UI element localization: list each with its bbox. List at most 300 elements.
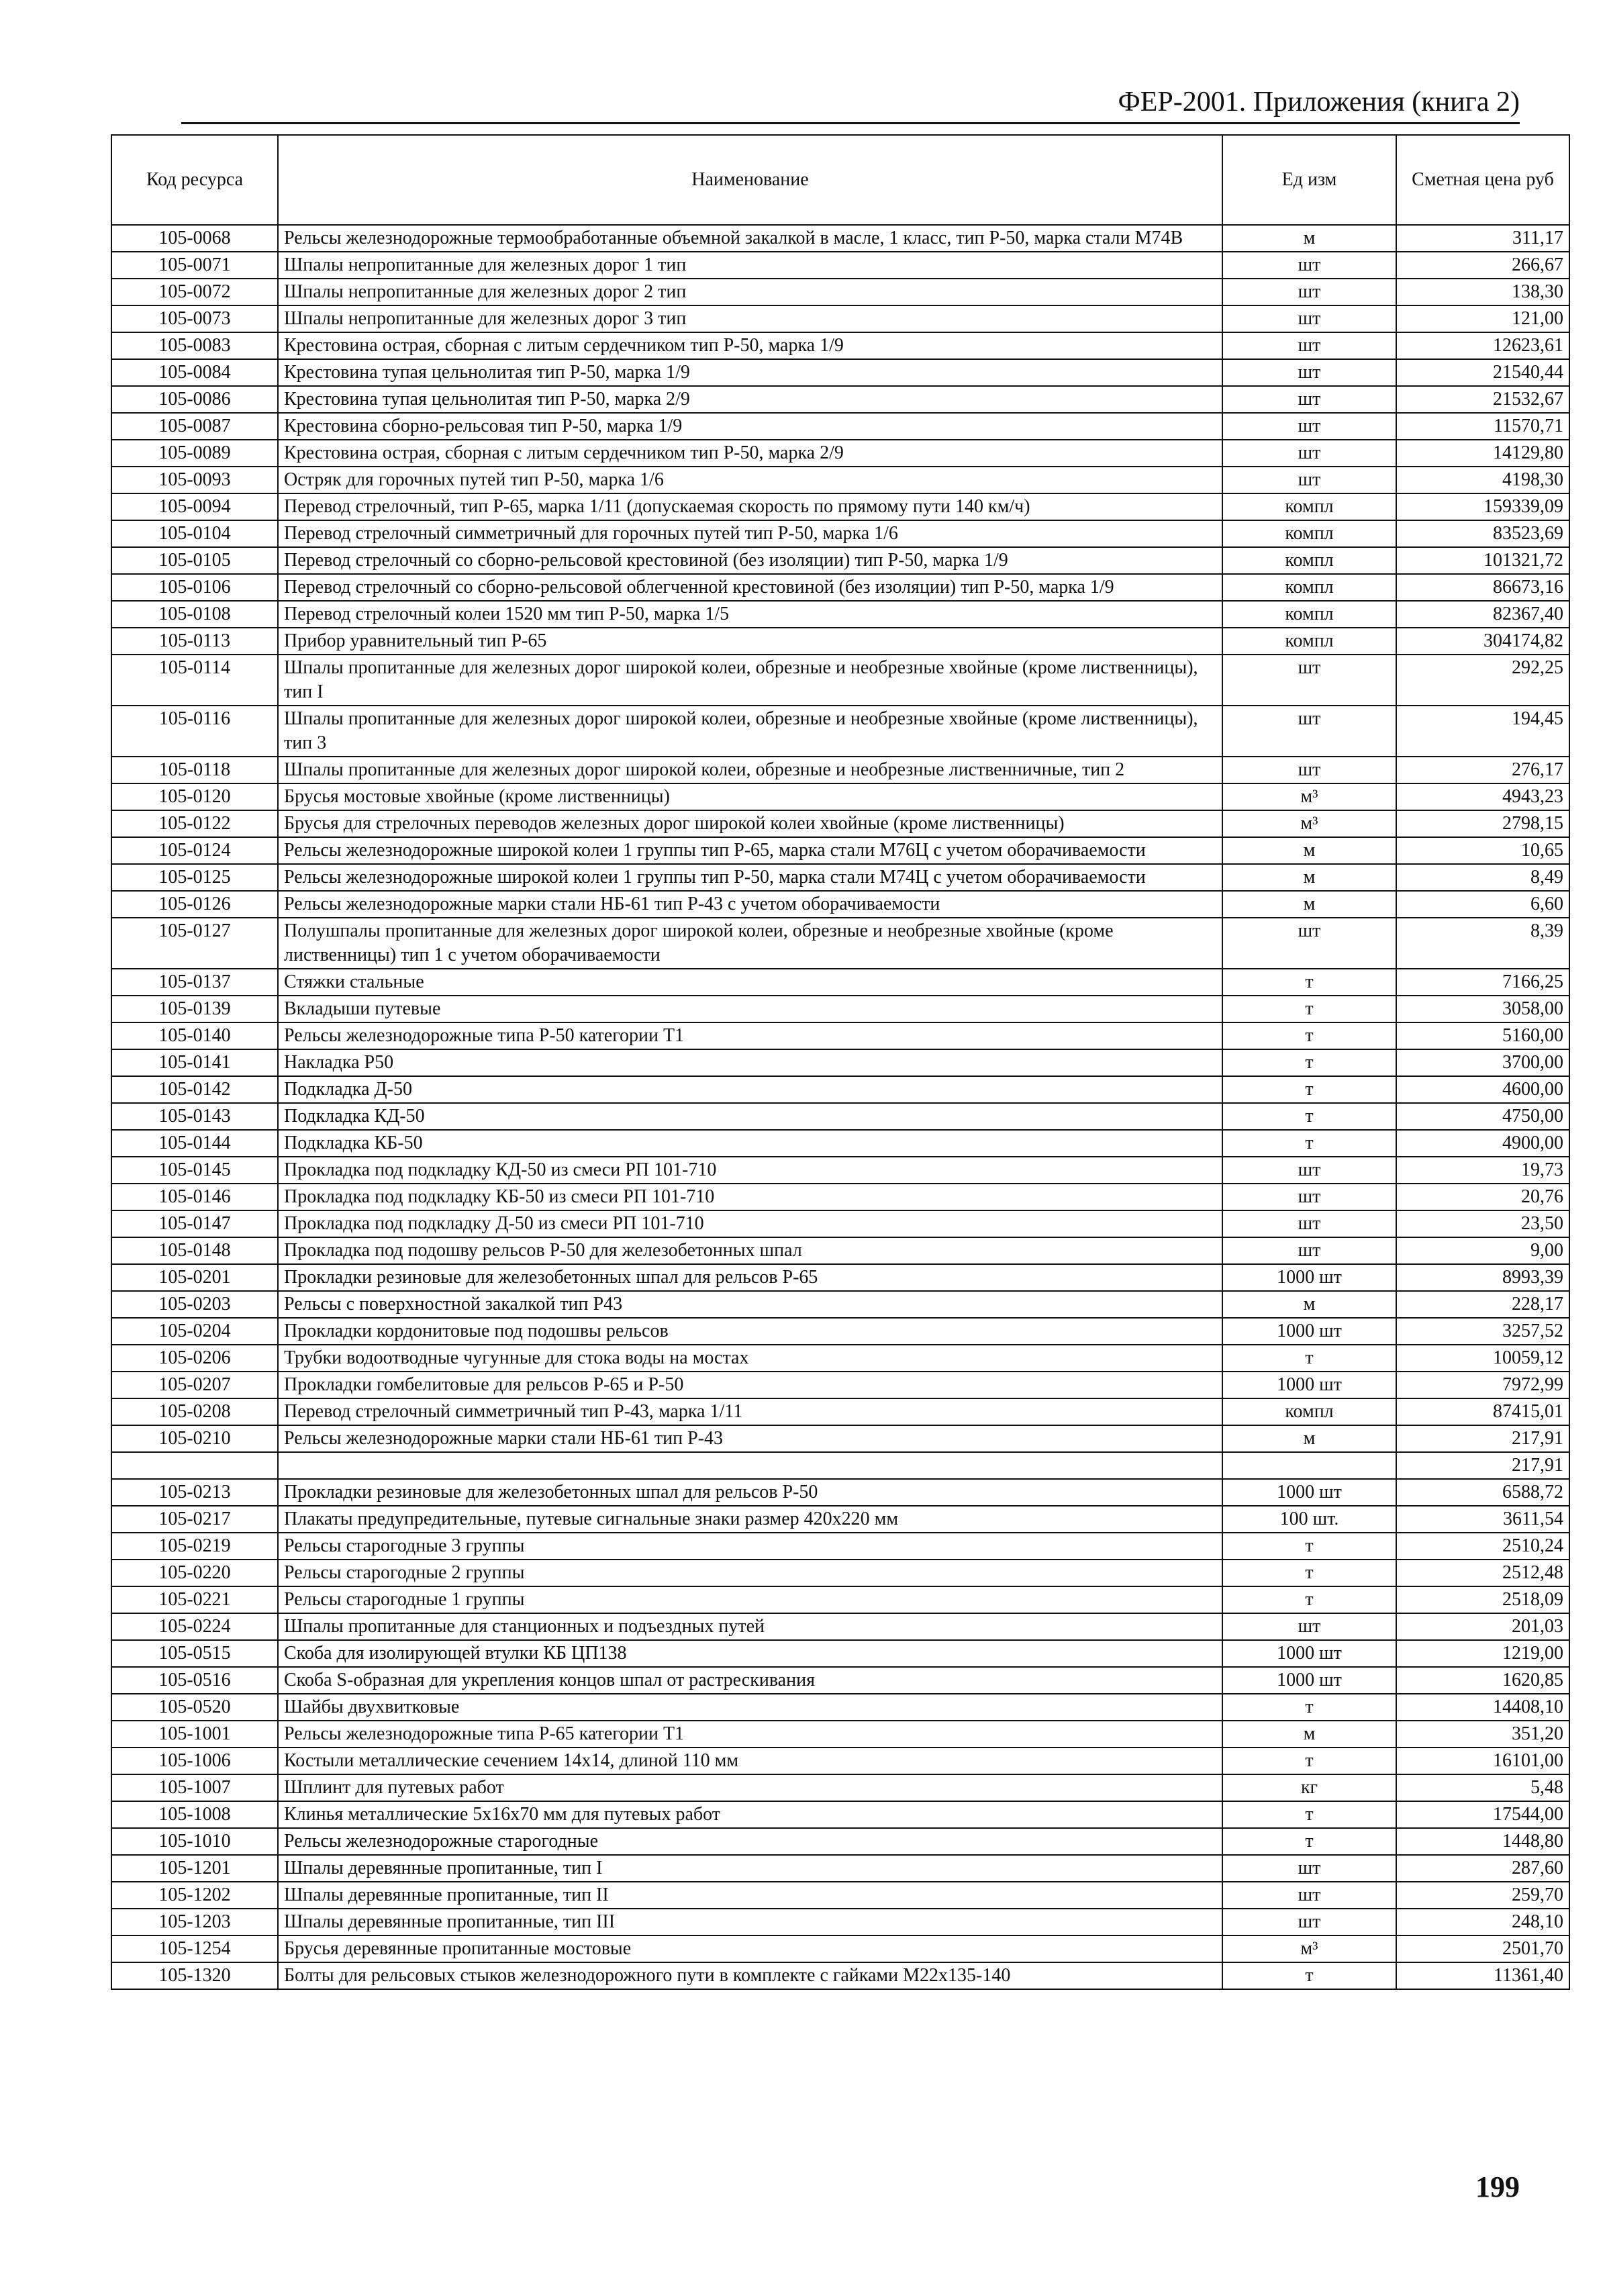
column-header-code: Код ресурса <box>111 135 278 225</box>
table-row <box>111 1962 1569 1989</box>
resource-code-cell: 105-0515 <box>111 1640 278 1667</box>
resource-code-cell: 105-0219 <box>111 1533 278 1560</box>
price-cell: 217,91 <box>1396 1425 1569 1452</box>
resource-code-cell: 105-0516 <box>111 1667 278 1694</box>
table-row <box>111 1560 1569 1586</box>
resource-name-cell: Брусья мостовые хвойные (кроме лиственницы) <box>278 783 1222 810</box>
price-cell: 292,25 <box>1396 655 1569 706</box>
resource-code-cell: 105-0071 <box>111 252 278 279</box>
resource-code-cell: 105-0137 <box>111 969 278 996</box>
resource-name-cell: Шпалы пропитанные для железных дорог широкой колеи, обрезные и необрезные хвойные (кроме лиственницы), тип I <box>278 655 1222 706</box>
resource-name-cell: Крестовина сборно-рельсовая тип Р-50, марка 1/9 <box>278 413 1222 440</box>
price-cell: 3700,00 <box>1396 1049 1569 1076</box>
price-cell: 259,70 <box>1396 1882 1569 1909</box>
resource-name-cell: Прибор уравнительный тип Р-65 <box>278 628 1222 655</box>
table-row <box>111 1452 1569 1479</box>
resource-code-cell: 105-1203 <box>111 1909 278 1935</box>
unit-cell: шт <box>1222 1613 1396 1640</box>
table-row <box>111 440 1569 467</box>
resource-code-cell: 105-1254 <box>111 1935 278 1962</box>
price-cell: 3257,52 <box>1396 1318 1569 1345</box>
table-row <box>111 413 1569 440</box>
resource-code-cell: 105-1001 <box>111 1721 278 1748</box>
resource-name-cell: Трубки водоотводные чугунные для стока воды на мостах <box>278 1345 1222 1372</box>
table-row <box>111 1828 1569 1855</box>
unit-cell: шт <box>1222 655 1396 706</box>
column-header-name: Наименование <box>278 135 1222 225</box>
resource-name-cell: Рельсы железнодорожные типа Р-65 категории Т1 <box>278 1721 1222 1748</box>
table-row <box>111 225 1569 252</box>
table-row <box>111 1210 1569 1237</box>
resource-code-cell: 105-0118 <box>111 757 278 783</box>
resource-name-cell: Рельсы железнодорожные широкой колеи 1 группы тип Р-50, марка стали М74Ц с учетом оборачиваемости <box>278 864 1222 891</box>
unit-cell: 1000 шт <box>1222 1640 1396 1667</box>
table-row <box>111 1855 1569 1882</box>
price-cell: 5160,00 <box>1396 1022 1569 1049</box>
table-row <box>111 1157 1569 1184</box>
resource-name-cell: Подкладка Д-50 <box>278 1076 1222 1103</box>
table-row <box>111 1774 1569 1801</box>
unit-cell: т <box>1222 1130 1396 1157</box>
resource-code-cell: 105-0124 <box>111 837 278 864</box>
resource-name-cell: Прокладки кордонитовые под подошвы рельсов <box>278 1318 1222 1345</box>
resource-name-cell: Брусья деревянные пропитанные мостовые <box>278 1935 1222 1962</box>
resource-name-cell: Скоба S-образная для укрепления концов шпал от растрескивания <box>278 1667 1222 1694</box>
unit-cell: м³ <box>1222 810 1396 837</box>
price-cell: 10,65 <box>1396 837 1569 864</box>
resource-name-cell: Крестовина острая, сборная с литым сердечником тип Р-50, марка 1/9 <box>278 332 1222 359</box>
resource-code-cell: 105-0204 <box>111 1318 278 1345</box>
price-cell: 311,17 <box>1396 225 1569 252</box>
price-cell: 287,60 <box>1396 1855 1569 1882</box>
resource-name-cell: Перевод стрелочный, тип Р-65, марка 1/11 (допускаемая скорость по прямому пути 140 км/ч) <box>278 493 1222 520</box>
resource-code-cell: 105-0220 <box>111 1560 278 1586</box>
resource-name-cell: Прокладка под подкладку Д-50 из смеси РП 101-710 <box>278 1210 1222 1237</box>
resource-name-cell <box>278 1452 1222 1479</box>
price-cell: 248,10 <box>1396 1909 1569 1935</box>
price-cell: 82367,40 <box>1396 601 1569 628</box>
resource-name-cell: Перевод стрелочный симметричный тип Р-43, марка 1/11 <box>278 1398 1222 1425</box>
resource-code-cell: 105-0105 <box>111 547 278 574</box>
resource-name-cell: Шпалы деревянные пропитанные, тип II <box>278 1882 1222 1909</box>
resource-name-cell: Скоба для изолирующей втулки КБ ЦП138 <box>278 1640 1222 1667</box>
resource-name-cell: Рельсы железнодорожные марки стали НБ-61 тип Р-43 с учетом оборачиваемости <box>278 891 1222 918</box>
table-row <box>111 783 1569 810</box>
price-cell: 4900,00 <box>1396 1130 1569 1157</box>
price-cell: 14129,80 <box>1396 440 1569 467</box>
resource-code-cell: 105-0144 <box>111 1130 278 1157</box>
price-cell: 6588,72 <box>1396 1479 1569 1506</box>
price-cell: 7972,99 <box>1396 1372 1569 1398</box>
price-cell: 14408,10 <box>1396 1694 1569 1721</box>
table-row <box>111 1130 1569 1157</box>
resource-code-cell: 105-0106 <box>111 574 278 601</box>
resource-code-cell: 105-1006 <box>111 1748 278 1774</box>
unit-cell: шт <box>1222 706 1396 757</box>
unit-cell: т <box>1222 1694 1396 1721</box>
resource-code-cell: 105-0068 <box>111 225 278 252</box>
price-cell: 351,20 <box>1396 1721 1569 1748</box>
unit-cell: шт <box>1222 1882 1396 1909</box>
unit-cell: компл <box>1222 547 1396 574</box>
table-row <box>111 1935 1569 1962</box>
table-row <box>111 1372 1569 1398</box>
unit-cell: шт <box>1222 332 1396 359</box>
price-cell: 21540,44 <box>1396 359 1569 386</box>
table-row <box>111 918 1569 969</box>
price-cell: 17544,00 <box>1396 1801 1569 1828</box>
price-cell: 2512,48 <box>1396 1560 1569 1586</box>
resource-code-cell: 105-1202 <box>111 1882 278 1909</box>
resource-code-cell: 105-0224 <box>111 1613 278 1640</box>
unit-cell: 1000 шт <box>1222 1318 1396 1345</box>
table-row <box>111 305 1569 332</box>
resource-name-cell: Перевод стрелочный со сборно-рельсовой облегченной крестовиной (без изоляции) тип Р-50, марка 1/9 <box>278 574 1222 601</box>
price-cell: 16101,00 <box>1396 1748 1569 1774</box>
table-row <box>111 574 1569 601</box>
table-row <box>111 1076 1569 1103</box>
table-row <box>111 1667 1569 1694</box>
resource-code-cell: 105-0084 <box>111 359 278 386</box>
price-cell: 2510,24 <box>1396 1533 1569 1560</box>
resource-name-cell: Прокладка под подкладку КД-50 из смеси РП 101-710 <box>278 1157 1222 1184</box>
price-cell: 4198,30 <box>1396 467 1569 493</box>
resource-name-cell: Прокладки гомбелитовые для рельсов Р-65 и Р-50 <box>278 1372 1222 1398</box>
unit-cell: т <box>1222 1049 1396 1076</box>
resource-code-cell: 105-0221 <box>111 1586 278 1613</box>
resource-name-cell: Прокладка под подошву рельсов Р-50 для железобетонных шпал <box>278 1237 1222 1264</box>
price-cell: 217,91 <box>1396 1452 1569 1479</box>
price-cell: 4600,00 <box>1396 1076 1569 1103</box>
unit-cell: т <box>1222 1748 1396 1774</box>
resource-name-cell: Шпалы непропитанные для железных дорог 1 тип <box>278 252 1222 279</box>
column-header-price: Сметная цена руб <box>1396 135 1569 225</box>
resource-name-cell: Рельсы железнодорожные термообработанные объемной закалкой в масле, 1 класс, тип Р-50, марка стали М74В <box>278 225 1222 252</box>
resource-code-cell: 105-0089 <box>111 440 278 467</box>
price-cell: 1620,85 <box>1396 1667 1569 1694</box>
table-row <box>111 1909 1569 1935</box>
unit-cell <box>1222 1452 1396 1479</box>
resource-code-cell: 105-0094 <box>111 493 278 520</box>
unit-cell: т <box>1222 1076 1396 1103</box>
resource-code-cell: 105-0210 <box>111 1425 278 1452</box>
resource-name-cell: Накладка Р50 <box>278 1049 1222 1076</box>
resource-code-cell: 105-0108 <box>111 601 278 628</box>
table-row <box>111 810 1569 837</box>
unit-cell: т <box>1222 1103 1396 1130</box>
table-header-row <box>111 135 1569 225</box>
resource-code-cell: 105-0086 <box>111 386 278 413</box>
table-row <box>111 628 1569 655</box>
resource-name-cell: Шпалы непропитанные для железных дорог 3 тип <box>278 305 1222 332</box>
unit-cell: т <box>1222 1022 1396 1049</box>
resource-code-cell: 105-0143 <box>111 1103 278 1130</box>
resource-code-cell: 105-1201 <box>111 1855 278 1882</box>
resource-code-cell: 105-0148 <box>111 1237 278 1264</box>
resource-name-cell: Рельсы железнодорожные марки стали НБ-61 тип Р-43 <box>278 1425 1222 1452</box>
resource-name-cell: Рельсы железнодорожные широкой колеи 1 группы тип Р-65, марка стали М76Ц с учетом оборачиваемости <box>278 837 1222 864</box>
unit-cell: 1000 шт <box>1222 1667 1396 1694</box>
unit-cell: шт <box>1222 440 1396 467</box>
resource-code-cell <box>111 1452 278 1479</box>
resource-name-cell: Прокладки резиновые для железобетонных шпал для рельсов Р-50 <box>278 1479 1222 1506</box>
resource-name-cell: Рельсы железнодорожные типа Р-50 категории Т1 <box>278 1022 1222 1049</box>
table-row <box>111 706 1569 757</box>
unit-cell: шт <box>1222 1157 1396 1184</box>
resource-code-cell: 105-0207 <box>111 1372 278 1398</box>
unit-cell: м <box>1222 1291 1396 1318</box>
price-cell: 228,17 <box>1396 1291 1569 1318</box>
price-cell: 8,39 <box>1396 918 1569 969</box>
price-cell: 3058,00 <box>1396 996 1569 1022</box>
price-cell: 7166,25 <box>1396 969 1569 996</box>
price-cell: 3611,54 <box>1396 1506 1569 1533</box>
table-row <box>111 1479 1569 1506</box>
price-cell: 194,45 <box>1396 706 1569 757</box>
resource-name-cell: Брусья для стрелочных переводов железных дорог широкой колеи хвойные (кроме лиственницы) <box>278 810 1222 837</box>
unit-cell: 1000 шт <box>1222 1479 1396 1506</box>
resource-name-cell: Прокладки резиновые для железобетонных шпал для рельсов Р-65 <box>278 1264 1222 1291</box>
unit-cell: шт <box>1222 386 1396 413</box>
table-row <box>111 1533 1569 1560</box>
resource-code-cell: 105-0145 <box>111 1157 278 1184</box>
price-cell: 2798,15 <box>1396 810 1569 837</box>
resource-name-cell: Шпалы деревянные пропитанные, тип III <box>278 1909 1222 1935</box>
resource-name-cell: Стяжки стальные <box>278 969 1222 996</box>
price-cell: 83523,69 <box>1396 520 1569 547</box>
price-cell: 10059,12 <box>1396 1345 1569 1372</box>
table-row <box>111 601 1569 628</box>
unit-cell: шт <box>1222 413 1396 440</box>
unit-cell: т <box>1222 1828 1396 1855</box>
unit-cell: шт <box>1222 1184 1396 1210</box>
unit-cell: м <box>1222 891 1396 918</box>
header-rule <box>181 122 1520 124</box>
resource-name-cell: Рельсы старогодные 1 группы <box>278 1586 1222 1613</box>
table-row <box>111 996 1569 1022</box>
resource-code-cell: 105-0093 <box>111 467 278 493</box>
price-cell: 9,00 <box>1396 1237 1569 1264</box>
column-header-unit: Ед изм <box>1222 135 1396 225</box>
unit-cell: шт <box>1222 918 1396 969</box>
resource-name-cell: Рельсы старогодные 2 группы <box>278 1560 1222 1586</box>
table-body <box>111 225 1569 1989</box>
resource-code-cell: 105-0120 <box>111 783 278 810</box>
page-header-title: ФЕР-2001. Приложения (книга 2) <box>1118 87 1520 117</box>
table-row <box>111 1640 1569 1667</box>
resource-code-cell: 105-0141 <box>111 1049 278 1076</box>
unit-cell: шт <box>1222 757 1396 783</box>
price-cell: 4943,23 <box>1396 783 1569 810</box>
resource-name-cell: Перевод стрелочный колеи 1520 мм тип Р-50, марка 1/5 <box>278 601 1222 628</box>
table-row <box>111 655 1569 706</box>
price-cell: 8,49 <box>1396 864 1569 891</box>
resource-name-cell: Полушпалы пропитанные для железных дорог широкой колеи, обрезные и необрезные хвойные (кроме лиственницы) тип 1 с учетом оборачиваемости <box>278 918 1222 969</box>
table-row <box>111 1184 1569 1210</box>
table-row <box>111 386 1569 413</box>
unit-cell: компл <box>1222 601 1396 628</box>
price-cell: 23,50 <box>1396 1210 1569 1237</box>
unit-cell: т <box>1222 1801 1396 1828</box>
table-row <box>111 1022 1569 1049</box>
table-row <box>111 279 1569 305</box>
table-row <box>111 1613 1569 1640</box>
price-cell: 101321,72 <box>1396 547 1569 574</box>
resource-name-cell: Шплинт для путевых работ <box>278 1774 1222 1801</box>
unit-cell: шт <box>1222 252 1396 279</box>
price-cell: 21532,67 <box>1396 386 1569 413</box>
table-row <box>111 332 1569 359</box>
resource-code-cell: 105-0114 <box>111 655 278 706</box>
table-row <box>111 1721 1569 1748</box>
table-row <box>111 467 1569 493</box>
price-cell: 121,00 <box>1396 305 1569 332</box>
price-cell: 266,67 <box>1396 252 1569 279</box>
resource-name-cell: Шпалы пропитанные для железных дорог широкой колеи, обрезные и необрезные хвойные (кроме лиственницы), тип 3 <box>278 706 1222 757</box>
resource-code-cell: 105-0208 <box>111 1398 278 1425</box>
price-cell: 138,30 <box>1396 279 1569 305</box>
price-cell: 20,76 <box>1396 1184 1569 1210</box>
table-row <box>111 1291 1569 1318</box>
resource-name-cell: Шпалы пропитанные для станционных и подъездных путей <box>278 1613 1222 1640</box>
price-cell: 19,73 <box>1396 1157 1569 1184</box>
unit-cell: шт <box>1222 279 1396 305</box>
resource-name-cell: Перевод стрелочный со сборно-рельсовой крестовиной (без изоляции) тип Р-50, марка 1/9 <box>278 547 1222 574</box>
table-row <box>111 1801 1569 1828</box>
table-row <box>111 1398 1569 1425</box>
resource-code-cell: 105-0122 <box>111 810 278 837</box>
unit-cell: т <box>1222 969 1396 996</box>
page-number: 199 <box>1475 2170 1520 2203</box>
resource-code-cell: 105-0073 <box>111 305 278 332</box>
resource-name-cell: Вкладыши путевые <box>278 996 1222 1022</box>
resource-name-cell: Болты для рельсовых стыков железнодорожного пути в комплекте с гайками М22х135-140 <box>278 1962 1222 1989</box>
price-cell: 6,60 <box>1396 891 1569 918</box>
unit-cell: шт <box>1222 467 1396 493</box>
unit-cell: м <box>1222 837 1396 864</box>
price-cell: 2501,70 <box>1396 1935 1569 1962</box>
unit-cell: компл <box>1222 628 1396 655</box>
resource-code-cell: 105-0217 <box>111 1506 278 1533</box>
table-row <box>111 891 1569 918</box>
unit-cell: 1000 шт <box>1222 1264 1396 1291</box>
unit-cell: шт <box>1222 359 1396 386</box>
table-row <box>111 1049 1569 1076</box>
resource-name-cell: Шпалы непропитанные для железных дорог 2 тип <box>278 279 1222 305</box>
price-cell: 8993,39 <box>1396 1264 1569 1291</box>
resource-code-cell: 105-0206 <box>111 1345 278 1372</box>
table-row <box>111 969 1569 996</box>
resource-code-cell: 105-0201 <box>111 1264 278 1291</box>
resource-code-cell: 105-0083 <box>111 332 278 359</box>
price-cell: 1448,80 <box>1396 1828 1569 1855</box>
table-row <box>111 1264 1569 1291</box>
resource-code-cell: 105-0087 <box>111 413 278 440</box>
table-row <box>111 837 1569 864</box>
unit-cell: т <box>1222 996 1396 1022</box>
resource-code-cell: 105-0203 <box>111 1291 278 1318</box>
table-row <box>111 1586 1569 1613</box>
resource-name-cell: Крестовина тупая цельнолитая тип Р-50, марка 2/9 <box>278 386 1222 413</box>
resource-name-cell: Крестовина острая, сборная с литым сердечником тип Р-50, марка 2/9 <box>278 440 1222 467</box>
table-row <box>111 1506 1569 1533</box>
resource-code-cell: 105-0520 <box>111 1694 278 1721</box>
price-cell: 11361,40 <box>1396 1962 1569 1989</box>
price-cell: 4750,00 <box>1396 1103 1569 1130</box>
unit-cell: т <box>1222 1345 1396 1372</box>
table-row <box>111 757 1569 783</box>
unit-cell: т <box>1222 1533 1396 1560</box>
unit-cell: м³ <box>1222 783 1396 810</box>
resource-code-cell: 105-0116 <box>111 706 278 757</box>
table-row <box>111 520 1569 547</box>
unit-cell: 1000 шт <box>1222 1372 1396 1398</box>
table-row <box>111 1318 1569 1345</box>
resource-name-cell: Рельсы старогодные 3 группы <box>278 1533 1222 1560</box>
table-row <box>111 359 1569 386</box>
unit-cell: т <box>1222 1560 1396 1586</box>
unit-cell: м³ <box>1222 1935 1396 1962</box>
unit-cell: м <box>1222 1425 1396 1452</box>
resource-name-cell: Рельсы с поверхностной закалкой тип Р43 <box>278 1291 1222 1318</box>
resource-code-cell: 105-0125 <box>111 864 278 891</box>
price-cell: 159339,09 <box>1396 493 1569 520</box>
price-cell: 276,17 <box>1396 757 1569 783</box>
unit-cell: шт <box>1222 1237 1396 1264</box>
unit-cell: компл <box>1222 520 1396 547</box>
resource-code-cell: 105-0113 <box>111 628 278 655</box>
resource-code-cell: 105-0127 <box>111 918 278 969</box>
resource-code-cell: 105-1010 <box>111 1828 278 1855</box>
resource-code-cell: 105-0126 <box>111 891 278 918</box>
resource-name-cell: Шпалы пропитанные для железных дорог широкой колеи, обрезные и необрезные лиственничные, тип 2 <box>278 757 1222 783</box>
unit-cell: шт <box>1222 305 1396 332</box>
unit-cell: компл <box>1222 1398 1396 1425</box>
table-row <box>111 493 1569 520</box>
price-cell: 1219,00 <box>1396 1640 1569 1667</box>
table-row <box>111 1882 1569 1909</box>
resource-name-cell: Шайбы двухвитковые <box>278 1694 1222 1721</box>
resource-name-cell: Рельсы железнодорожные старогодные <box>278 1828 1222 1855</box>
unit-cell: 100 шт. <box>1222 1506 1396 1533</box>
price-cell: 304174,82 <box>1396 628 1569 655</box>
table-row <box>111 1103 1569 1130</box>
resource-price-table <box>111 134 1570 1990</box>
table-row <box>111 1694 1569 1721</box>
unit-cell: шт <box>1222 1855 1396 1882</box>
unit-cell: т <box>1222 1962 1396 1989</box>
table-row <box>111 1345 1569 1372</box>
unit-cell: компл <box>1222 574 1396 601</box>
resource-name-cell: Подкладка КД-50 <box>278 1103 1222 1130</box>
resource-name-cell: Плакаты предупредительные, путевые сигнальные знаки размер 420х220 мм <box>278 1506 1222 1533</box>
resource-code-cell: 105-0213 <box>111 1479 278 1506</box>
resource-name-cell: Шпалы деревянные пропитанные, тип I <box>278 1855 1222 1882</box>
resource-code-cell: 105-0104 <box>111 520 278 547</box>
resource-name-cell: Костыли металлические сечением 14х14, длиной 110 мм <box>278 1748 1222 1774</box>
resource-name-cell: Клинья металлические 5х16х70 мм для путевых работ <box>278 1801 1222 1828</box>
unit-cell: м <box>1222 864 1396 891</box>
unit-cell: шт <box>1222 1909 1396 1935</box>
unit-cell: т <box>1222 1586 1396 1613</box>
price-cell: 201,03 <box>1396 1613 1569 1640</box>
unit-cell: шт <box>1222 1210 1396 1237</box>
resource-code-cell: 105-0142 <box>111 1076 278 1103</box>
unit-cell: компл <box>1222 493 1396 520</box>
resource-code-cell: 105-0140 <box>111 1022 278 1049</box>
resource-code-cell: 105-0139 <box>111 996 278 1022</box>
unit-cell: кг <box>1222 1774 1396 1801</box>
